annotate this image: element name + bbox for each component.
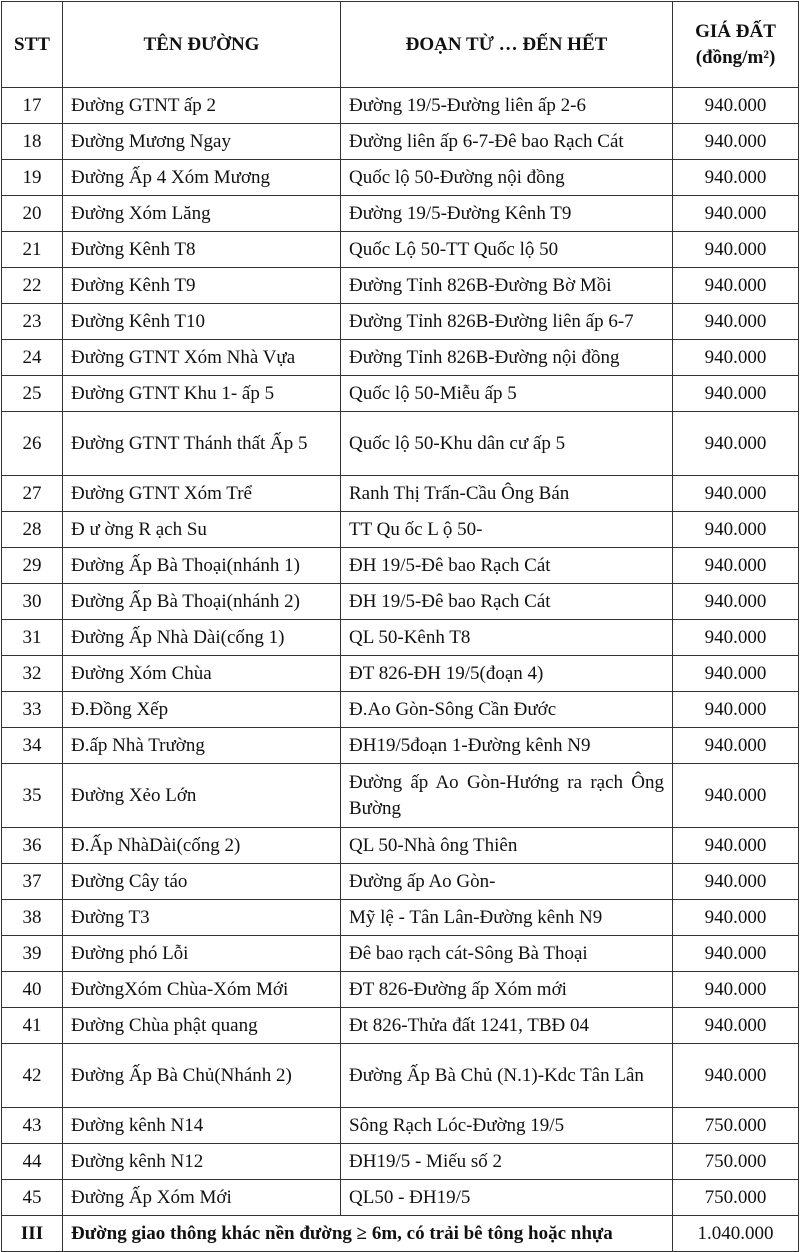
header-price — [673, 2, 799, 88]
row-segment: Đường liên ấp 6-7-Đê bao Rạch Cát — [341, 124, 673, 160]
row-segment: Đường 19/5-Đường Kênh T9 — [341, 196, 673, 232]
row-stt: 40 — [2, 972, 63, 1008]
table-row — [2, 412, 799, 476]
row-road-name: Đường Ấp Xóm Mới — [63, 1180, 341, 1216]
table-row — [2, 232, 799, 268]
row-price: 940.000 — [673, 340, 799, 376]
row-segment: Đ.Ao Gòn-Sông Cần Đước — [341, 692, 673, 728]
row-road-name: Đường Kênh T10 — [63, 304, 341, 340]
row-price: 940.000 — [673, 972, 799, 1008]
row-segment: Quốc lộ 50-Khu dân cư ấp 5 — [341, 412, 673, 476]
row-segment: ĐT 826-Đường ấp Xóm mới — [341, 972, 673, 1008]
row-stt: 35 — [2, 764, 63, 828]
row-price: 940.000 — [673, 936, 799, 972]
row-price: 940.000 — [673, 584, 799, 620]
row-segment: ĐH 19/5-Đê bao Rạch Cát — [341, 584, 673, 620]
table-row — [2, 1144, 799, 1180]
row-segment: Quốc lộ 50-Miễu ấp 5 — [341, 376, 673, 412]
table-row — [2, 1044, 799, 1108]
row-price: 940.000 — [673, 124, 799, 160]
row-road-name: Đường GTNT Xóm Trể — [63, 476, 341, 512]
table-row — [2, 620, 799, 656]
row-price: 750.000 — [673, 1180, 799, 1216]
land-price-table — [1, 1, 799, 1252]
row-road-name: Đường GTNT Xóm Nhà Vựa — [63, 340, 341, 376]
row-price: 940.000 — [673, 900, 799, 936]
row-segment: QL 50-Kênh T8 — [341, 620, 673, 656]
table-row — [2, 1008, 799, 1044]
row-road-name: Đường GTNT ấp 2 — [63, 88, 341, 124]
row-road-name: ĐườngXóm Chùa-Xóm Mới — [63, 972, 341, 1008]
row-road-name: Đường kênh N12 — [63, 1144, 341, 1180]
row-road-name: Đường Xóm Lăng — [63, 196, 341, 232]
row-segment: Quốc Lộ 50-TT Quốc lộ 50 — [341, 232, 673, 268]
row-price: 940.000 — [673, 1008, 799, 1044]
row-road-name: Đường Mương Ngay — [63, 124, 341, 160]
section-price: 1.040.000 — [673, 1216, 799, 1252]
header-price-line1: GIÁ ĐẤT — [695, 20, 776, 42]
row-road-name: Đường Ấp Bà Thoại(nhánh 1) — [63, 548, 341, 584]
row-price: 940.000 — [673, 196, 799, 232]
row-stt: 27 — [2, 476, 63, 512]
row-segment: ĐH19/5đoạn 1-Đường kênh N9 — [341, 728, 673, 764]
row-stt: 22 — [2, 268, 63, 304]
table-row — [2, 88, 799, 124]
table-row — [2, 340, 799, 376]
table-row — [2, 900, 799, 936]
row-road-name: Đường GTNT Khu 1- ấp 5 — [63, 376, 341, 412]
table-body — [2, 88, 799, 1252]
section-number: III — [2, 1216, 63, 1252]
table-row — [2, 692, 799, 728]
row-price: 940.000 — [673, 160, 799, 196]
row-segment: ĐT 826-ĐH 19/5(đoạn 4) — [341, 656, 673, 692]
row-stt: 37 — [2, 864, 63, 900]
row-stt: 42 — [2, 1044, 63, 1108]
row-stt: 44 — [2, 1144, 63, 1180]
row-price: 940.000 — [673, 304, 799, 340]
table-row — [2, 1180, 799, 1216]
row-price: 750.000 — [673, 1108, 799, 1144]
row-segment: Đường 19/5-Đường liên ấp 2-6 — [341, 88, 673, 124]
row-stt: 20 — [2, 196, 63, 232]
table-row — [2, 1108, 799, 1144]
row-stt: 41 — [2, 1008, 63, 1044]
row-road-name: Đ.Đồng Xếp — [63, 692, 341, 728]
row-price: 940.000 — [673, 828, 799, 864]
row-segment: Mỹ lệ - Tân Lân-Đường kênh N9 — [341, 900, 673, 936]
row-segment: QL50 - ĐH19/5 — [341, 1180, 673, 1216]
row-stt: 23 — [2, 304, 63, 340]
row-stt: 24 — [2, 340, 63, 376]
table-row — [2, 160, 799, 196]
row-road-name: Đ ư ờng R ạch Su — [63, 512, 341, 548]
header-segment: ĐOẠN TỪ … ĐẾN HẾT — [341, 2, 673, 88]
row-segment: TT Qu ốc L ộ 50- — [341, 512, 673, 548]
table-row — [2, 584, 799, 620]
row-road-name: Đường kênh N14 — [63, 1108, 341, 1144]
row-road-name: Đường Ấp Bà Chủ(Nhánh 2) — [63, 1044, 341, 1108]
table-row — [2, 548, 799, 584]
section-label: Đường giao thông khác nền đường ≥ 6m, có trải bê tông hoặc nhựa — [63, 1216, 673, 1252]
row-segment: Đường Tỉnh 826B-Đường nội đồng — [341, 340, 673, 376]
row-segment: ĐH 19/5-Đê bao Rạch Cát — [341, 548, 673, 584]
row-segment: Đt 826-Thửa đất 1241, TBĐ 04 — [341, 1008, 673, 1044]
row-stt: 32 — [2, 656, 63, 692]
row-segment: Đường Tỉnh 826B-Đường liên ấp 6-7 — [341, 304, 673, 340]
row-segment: ĐH19/5 - Miếu số 2 — [341, 1144, 673, 1180]
row-road-name: Đường Cây táo — [63, 864, 341, 900]
row-stt: 36 — [2, 828, 63, 864]
row-road-name: Đường Xóm Chùa — [63, 656, 341, 692]
row-road-name: Đường GTNT Thánh thất Ấp 5 — [63, 412, 341, 476]
row-segment: Đường Tỉnh 826B-Đường Bờ Mồi — [341, 268, 673, 304]
section-row — [2, 1216, 799, 1252]
row-segment: QL 50-Nhà ông Thiên — [341, 828, 673, 864]
row-stt: 19 — [2, 160, 63, 196]
row-price: 750.000 — [673, 1144, 799, 1180]
row-road-name: Đường T3 — [63, 900, 341, 936]
header-road-name: TÊN ĐƯỜNG — [63, 2, 341, 88]
table-row — [2, 196, 799, 232]
row-road-name: Đ.Ấp NhàDài(cống 2) — [63, 828, 341, 864]
row-price: 940.000 — [673, 728, 799, 764]
row-road-name: Đường Xẻo Lớn — [63, 764, 341, 828]
row-stt: 43 — [2, 1108, 63, 1144]
row-segment: Sông Rạch Lóc-Đường 19/5 — [341, 1108, 673, 1144]
row-segment: Đường ấp Ao Gòn- — [341, 864, 673, 900]
row-segment: Đê bao rạch cát-Sông Bà Thoại — [341, 936, 673, 972]
row-road-name: Đường Chùa phật quang — [63, 1008, 341, 1044]
row-stt: 31 — [2, 620, 63, 656]
row-stt: 28 — [2, 512, 63, 548]
row-stt: 38 — [2, 900, 63, 936]
row-price: 940.000 — [673, 548, 799, 584]
table-row — [2, 728, 799, 764]
header-stt: STT — [2, 2, 63, 88]
table-row — [2, 936, 799, 972]
row-price: 940.000 — [673, 268, 799, 304]
row-price: 940.000 — [673, 476, 799, 512]
row-stt: 26 — [2, 412, 63, 476]
row-stt: 30 — [2, 584, 63, 620]
row-stt: 39 — [2, 936, 63, 972]
row-price: 940.000 — [673, 88, 799, 124]
row-price: 940.000 — [673, 412, 799, 476]
row-price: 940.000 — [673, 512, 799, 548]
row-stt: 33 — [2, 692, 63, 728]
row-road-name: Đường Ấp Bà Thoại(nhánh 2) — [63, 584, 341, 620]
row-segment: Đường Ấp Bà Chủ (N.1)-Kdc Tân Lân — [341, 1044, 673, 1108]
row-price: 940.000 — [673, 1044, 799, 1108]
row-stt: 29 — [2, 548, 63, 584]
header-price-line2: (đồng/m²) — [695, 46, 776, 68]
row-price: 940.000 — [673, 864, 799, 900]
row-price: 940.000 — [673, 620, 799, 656]
row-price: 940.000 — [673, 232, 799, 268]
header-row — [2, 2, 799, 88]
table-row — [2, 656, 799, 692]
table-row — [2, 764, 799, 828]
row-stt: 45 — [2, 1180, 63, 1216]
table-row — [2, 124, 799, 160]
row-stt: 18 — [2, 124, 63, 160]
row-segment: Đường ấp Ao Gòn-Hướng ra rạch Ông Bường — [341, 764, 673, 828]
table-row — [2, 376, 799, 412]
row-price: 940.000 — [673, 376, 799, 412]
row-road-name: Đ.ấp Nhà Trường — [63, 728, 341, 764]
row-road-name: Đường Ấp Nhà Dài(cống 1) — [63, 620, 341, 656]
table-row — [2, 864, 799, 900]
row-stt: 25 — [2, 376, 63, 412]
row-road-name: Đường Kênh T9 — [63, 268, 341, 304]
table-row — [2, 268, 799, 304]
table-row — [2, 828, 799, 864]
row-price: 940.000 — [673, 764, 799, 828]
table-row — [2, 304, 799, 340]
table-row — [2, 972, 799, 1008]
table-row — [2, 512, 799, 548]
row-stt: 21 — [2, 232, 63, 268]
row-stt: 34 — [2, 728, 63, 764]
row-segment: Ranh Thị Trấn-Cầu Ông Bán — [341, 476, 673, 512]
row-price: 940.000 — [673, 692, 799, 728]
row-road-name: Đường Ấp 4 Xóm Mương — [63, 160, 341, 196]
row-road-name: Đường phó Lỗi — [63, 936, 341, 972]
row-segment: Quốc lộ 50-Đường nội đồng — [341, 160, 673, 196]
row-stt: 17 — [2, 88, 63, 124]
row-road-name: Đường Kênh T8 — [63, 232, 341, 268]
row-price: 940.000 — [673, 656, 799, 692]
table-row — [2, 476, 799, 512]
